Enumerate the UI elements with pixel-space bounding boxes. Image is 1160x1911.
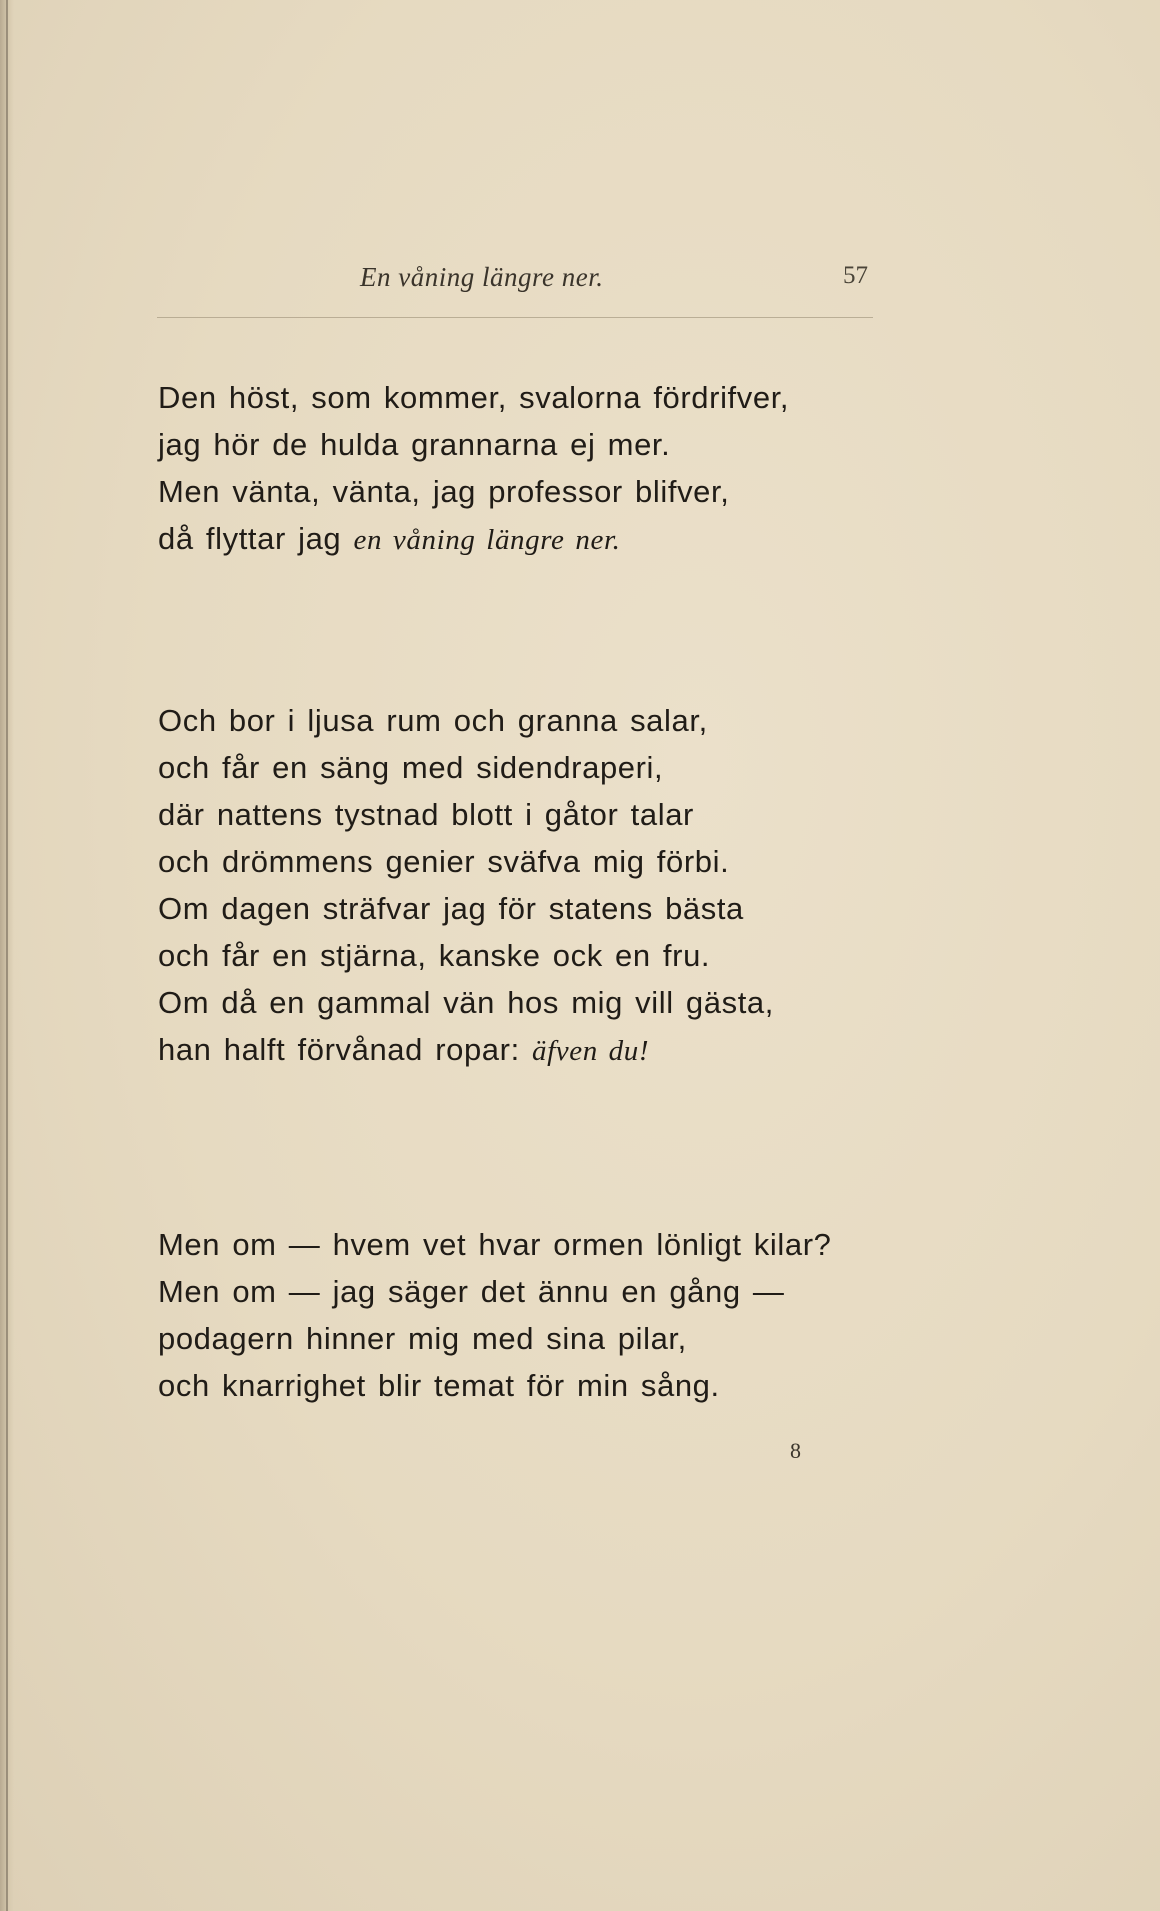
italic-exclamation: äfven du! [532, 1035, 650, 1067]
verse-line: jag hör de hulda grannarna ej mer. [158, 427, 671, 462]
verse-line: Om då en gammal vän hos mig vill gästa, [158, 985, 774, 1020]
verse-line: och drömmens genier sväfva mig förbi. [158, 844, 730, 879]
verse-line: Och bor i ljusa rum och granna salar, [158, 703, 708, 738]
running-header [160, 262, 870, 302]
stanza-2 [158, 697, 918, 1073]
verse-line: Men om — hvem vet hvar ormen lönligt kilar? [158, 1227, 832, 1262]
verse-line [158, 1026, 918, 1073]
verse-text: han halft förvånad ropar: [158, 1032, 532, 1067]
spine-edge-line [6, 0, 8, 1911]
verse-line: Om dagen sträfvar jag för statens bästa [158, 891, 744, 926]
verse-line: och får en stjärna, kanske ock en fru. [158, 938, 711, 973]
header-rule [157, 317, 873, 318]
verse-line: och får en säng med sidendraperi, [158, 750, 664, 785]
verse-line [158, 515, 918, 562]
verse-line: Men om — jag säger det ännu en gång — [158, 1274, 785, 1309]
verse-line: och knarrighet blir temat för min sång. [158, 1368, 720, 1403]
verse-line: Den höst, som kommer, svalorna fördrifver, [158, 380, 790, 415]
verse-line: där nattens tystnad blott i gåtor talar [158, 797, 694, 832]
italic-refrain: en våning längre ner. [353, 524, 621, 556]
verse-line: podagern hinner mig med sina pilar, [158, 1321, 687, 1356]
verse-text: då flyttar jag [158, 521, 354, 556]
running-title: En våning längre ner. [360, 262, 604, 292]
stanza-3 [158, 1221, 918, 1409]
stanza-1 [158, 374, 918, 562]
signature-mark: 8 [790, 1438, 801, 1463]
verse-line: Men vänta, vänta, jag professor blifver, [158, 474, 730, 509]
page-number: 57 [843, 262, 868, 289]
